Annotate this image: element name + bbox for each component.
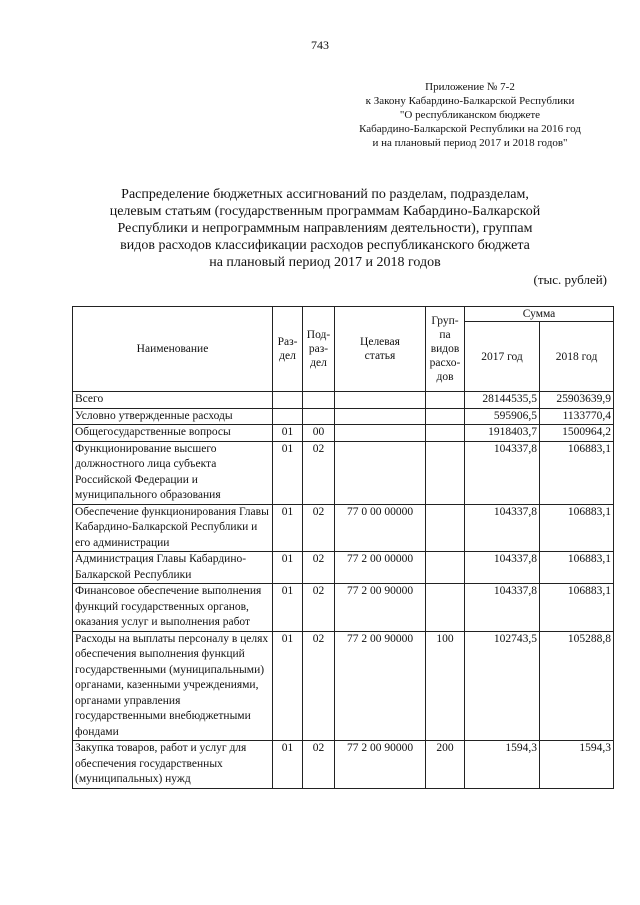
cell-name: Обеспечение функционирования Главы Кабардино-Балкарской Республики и его администрации bbox=[73, 504, 273, 552]
cell-target: 77 2 00 90000 bbox=[335, 584, 426, 632]
cell-name: Условно утвержденные расходы bbox=[73, 408, 273, 425]
cell-group bbox=[426, 392, 465, 409]
cell-2017: 104337,8 bbox=[465, 584, 540, 632]
cell-group bbox=[426, 584, 465, 632]
cell-2018: 105288,8 bbox=[540, 631, 614, 741]
cell-2017: 104337,8 bbox=[465, 552, 540, 584]
cell-2018: 106883,1 bbox=[540, 584, 614, 632]
cell-group: 200 bbox=[426, 741, 465, 789]
cell-2018: 1500964,2 bbox=[540, 425, 614, 442]
appendix-line: "О республиканском бюджете bbox=[399, 109, 541, 121]
title-line: Распределение бюджетных ассигнований по разделам, подразделам, bbox=[121, 187, 529, 202]
cell-name: Расходы на выплаты персоналу в целях обеспечения выполнения функций государственными (муниципальными) органами, казенными учреждениями, органами управления государственными внебюджетными фондами bbox=[73, 631, 273, 741]
cell-target: 77 2 00 90000 bbox=[335, 631, 426, 741]
cell-group bbox=[426, 408, 465, 425]
budget-table bbox=[72, 306, 614, 789]
cell-name: Всего bbox=[73, 392, 273, 409]
header-sum: Сумма bbox=[465, 307, 614, 322]
cell-target: 77 2 00 90000 bbox=[335, 741, 426, 789]
cell-2018: 25903639,9 bbox=[540, 392, 614, 409]
cell-section: 01 bbox=[273, 584, 303, 632]
cell-2017: 104337,8 bbox=[465, 441, 540, 504]
cell-subsection: 02 bbox=[303, 631, 335, 741]
cell-subsection: 02 bbox=[303, 741, 335, 789]
table-row bbox=[73, 631, 614, 741]
cell-target bbox=[335, 441, 426, 504]
header-target bbox=[335, 307, 426, 392]
cell-2017: 28144535,5 bbox=[465, 392, 540, 409]
units-label: (тыс. рублей) bbox=[533, 272, 607, 287]
appendix-reference bbox=[330, 80, 610, 150]
cell-group bbox=[426, 425, 465, 442]
cell-2018: 106883,1 bbox=[540, 504, 614, 552]
cell-name: Закупка товаров, работ и услуг для обеспечения государственных (муниципальных) нужд bbox=[73, 741, 273, 789]
cell-2018: 106883,1 bbox=[540, 552, 614, 584]
cell-target bbox=[335, 392, 426, 409]
table-row bbox=[73, 584, 614, 632]
header-group bbox=[426, 307, 465, 392]
header-section-text: Раз- дел bbox=[277, 336, 298, 362]
header-target-text: Целевая статья bbox=[360, 336, 400, 362]
cell-2017: 1918403,7 bbox=[465, 425, 540, 442]
cell-section: 01 bbox=[273, 741, 303, 789]
cell-2017: 102743,5 bbox=[465, 631, 540, 741]
cell-subsection bbox=[303, 392, 335, 409]
cell-section bbox=[273, 392, 303, 409]
table-row bbox=[73, 441, 614, 504]
cell-section: 01 bbox=[273, 504, 303, 552]
title-line: видов расходов классификации расходов республиканского бюджета bbox=[120, 238, 530, 253]
cell-group bbox=[426, 504, 465, 552]
appendix-line: и на плановый период 2017 и 2018 годов" bbox=[372, 137, 568, 149]
cell-section: 01 bbox=[273, 425, 303, 442]
cell-name: Финансовое обеспечение выполнения функций государственных органов, оказания услуг и выполнения работ bbox=[73, 584, 273, 632]
cell-group bbox=[426, 441, 465, 504]
page-number: 743 bbox=[311, 38, 329, 52]
cell-subsection: 02 bbox=[303, 504, 335, 552]
table-row bbox=[73, 504, 614, 552]
cell-target: 77 0 00 00000 bbox=[335, 504, 426, 552]
cell-subsection: 02 bbox=[303, 441, 335, 504]
cell-name: Общегосударственные вопросы bbox=[73, 425, 273, 442]
header-2017: 2017 год bbox=[465, 322, 540, 392]
cell-section: 01 bbox=[273, 552, 303, 584]
table-row bbox=[73, 552, 614, 584]
cell-subsection: 02 bbox=[303, 584, 335, 632]
header-subsection-text: Под- раз- дел bbox=[306, 329, 331, 369]
cell-2018: 106883,1 bbox=[540, 441, 614, 504]
cell-target bbox=[335, 425, 426, 442]
cell-name: Администрация Главы Кабардино-Балкарской Республики bbox=[73, 552, 273, 584]
document-title bbox=[90, 186, 560, 271]
table-row bbox=[73, 392, 614, 409]
table-row bbox=[73, 408, 614, 425]
header-section bbox=[273, 307, 303, 392]
header-name: Наименование bbox=[73, 307, 273, 392]
cell-name: Функционирование высшего должностного лица субъекта Российской Федерации и муниципального образования bbox=[73, 441, 273, 504]
title-line: целевым статьям (государственным программам Кабардино-Балкарской bbox=[109, 204, 541, 219]
appendix-line: к Закону Кабардино-Балкарской Республики bbox=[365, 95, 575, 107]
header-subsection bbox=[303, 307, 335, 392]
cell-2018: 1133770,4 bbox=[540, 408, 614, 425]
cell-section bbox=[273, 408, 303, 425]
cell-target bbox=[335, 408, 426, 425]
table-row bbox=[73, 741, 614, 789]
cell-2017: 1594,3 bbox=[465, 741, 540, 789]
cell-subsection bbox=[303, 408, 335, 425]
cell-target: 77 2 00 00000 bbox=[335, 552, 426, 584]
cell-group bbox=[426, 552, 465, 584]
appendix-line: Кабардино-Балкарской Республики на 2016 год bbox=[359, 123, 581, 135]
cell-section: 01 bbox=[273, 631, 303, 741]
header-2018: 2018 год bbox=[540, 322, 614, 392]
cell-2018: 1594,3 bbox=[540, 741, 614, 789]
table-row bbox=[73, 425, 614, 442]
title-line: на плановый период 2017 и 2018 годов bbox=[209, 255, 441, 270]
cell-2017: 104337,8 bbox=[465, 504, 540, 552]
appendix-line: Приложение № 7-2 bbox=[425, 81, 515, 93]
header-group-text: Груп- па видов расхо- дов bbox=[429, 315, 461, 383]
cell-group: 100 bbox=[426, 631, 465, 741]
title-line: Республики и непрограммным направлениям деятельности), группам bbox=[117, 221, 533, 236]
cell-subsection: 00 bbox=[303, 425, 335, 442]
cell-section: 01 bbox=[273, 441, 303, 504]
cell-2017: 595906,5 bbox=[465, 408, 540, 425]
cell-subsection: 02 bbox=[303, 552, 335, 584]
